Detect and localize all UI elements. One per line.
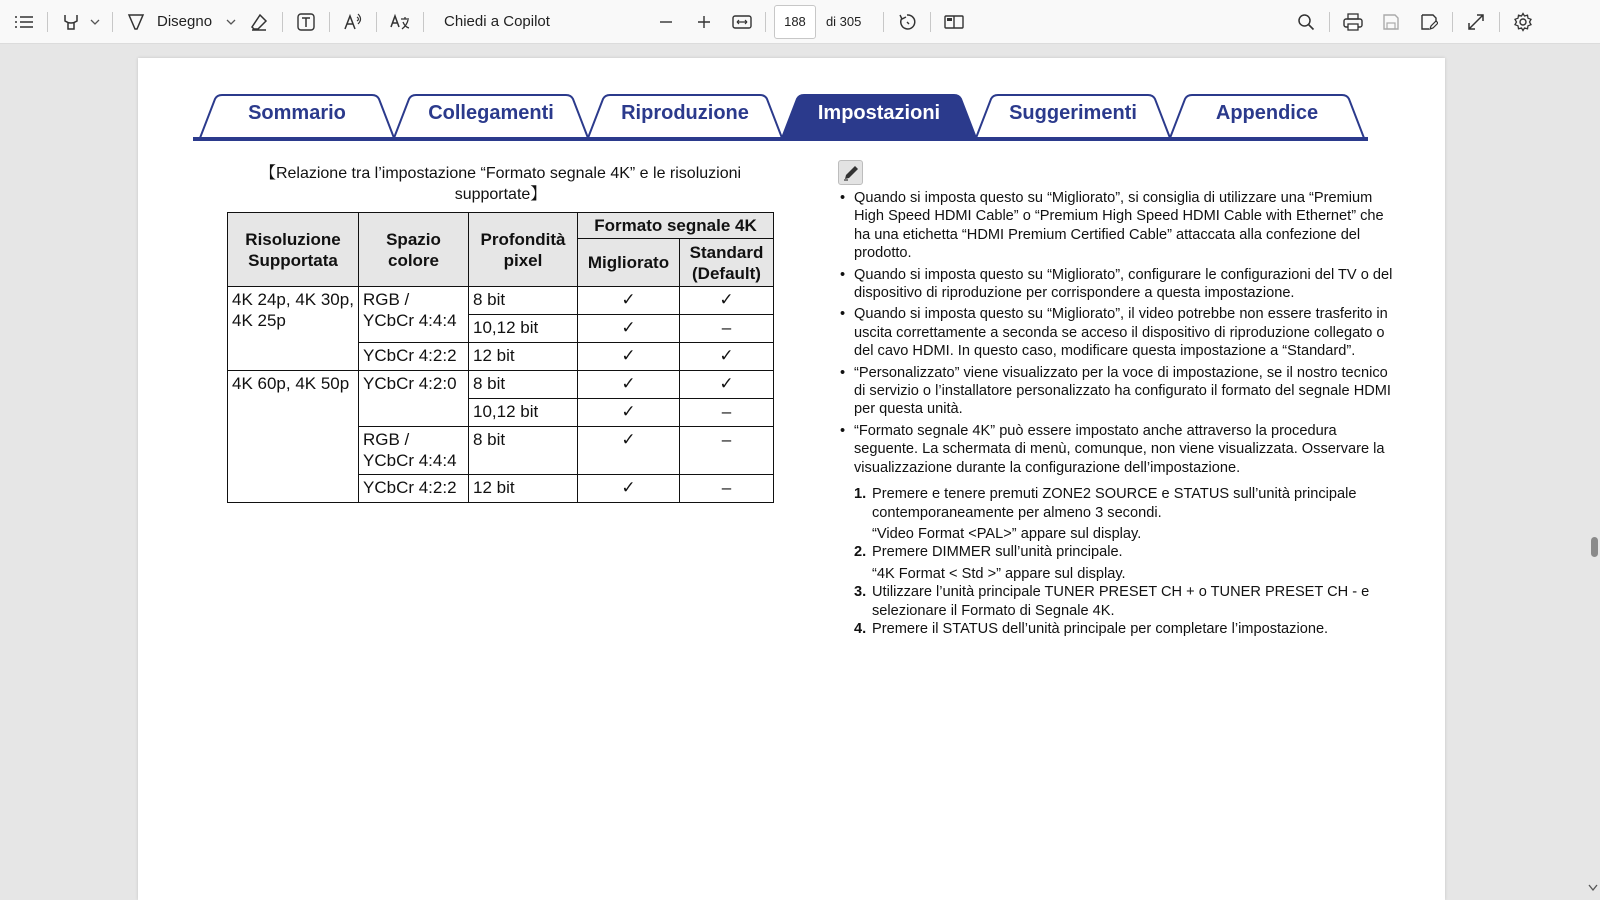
table-cell: 8 bit — [469, 287, 578, 315]
header-resolution: Risoluzione Supportata — [228, 213, 359, 287]
page-view-icon[interactable] — [939, 7, 969, 37]
scrollbar-thumb[interactable] — [1591, 537, 1598, 557]
header-format-group: Formato segnale 4K — [578, 213, 774, 239]
toolbar-divider — [1452, 12, 1453, 32]
fullscreen-icon[interactable] — [1461, 7, 1491, 37]
step-result: “4K Format < Std >” appare sul display. — [872, 565, 1126, 582]
page-number-input[interactable]: 188 — [774, 5, 816, 39]
fit-page-icon[interactable] — [727, 7, 757, 37]
step-item — [838, 583, 1393, 620]
check-mark: ✓ — [578, 315, 680, 343]
step-number: 3. — [854, 584, 867, 601]
table-cell: 12 bit — [469, 343, 578, 371]
text-box-icon[interactable] — [291, 7, 321, 37]
table-cell: 8 bit — [469, 371, 578, 399]
dash-mark: – — [680, 399, 774, 427]
note-item: • Quando si imposta questo su “Migliorato”, configurare le configurazioni del TV o del dispositivo di riproduzione per corrispondere a questa impostazione. — [838, 266, 1393, 303]
table-cell: YCbCr 4:2:2 — [359, 343, 469, 371]
toolbar-divider — [47, 12, 48, 32]
toolbar-divider — [282, 12, 283, 32]
resolution-table — [227, 212, 774, 503]
tab-impostazioni[interactable]: Impostazioni — [817, 102, 941, 124]
table-cell: YCbCr 4:2:2 — [359, 475, 469, 503]
translate-icon[interactable] — [385, 7, 415, 37]
check-mark: ✓ — [680, 343, 774, 371]
tab-collegamenti[interactable]: Collegamenti — [428, 102, 554, 124]
step-text: Premere il STATUS dell’unità principale per completare l’impostazione. — [872, 620, 1329, 637]
check-mark: ✓ — [680, 287, 774, 315]
step-text: Premere e tenere premuti ZONE2 SOURCE e STATUS sull’unità principale contemporaneamente per almeno 3 secondi. — [872, 486, 1357, 521]
step-item — [838, 543, 1393, 583]
note-item: • Quando si imposta questo su “Migliorato”, il video potrebbe non essere trasferito in uscita correttamente a seconda se acceso il dispositivo di riproduzione collegato o del cavo HDMI. In questo caso, modificare questa impostazione a “Standard”. — [838, 305, 1393, 360]
step-text: Premere DIMMER sull’unità principale. — [872, 544, 1123, 561]
section-tabs — [193, 94, 1383, 142]
draw-chevron-down-icon[interactable] — [218, 6, 244, 38]
tab-suggerimenti[interactable]: Suggerimenti — [1009, 102, 1137, 124]
settings-gear-icon[interactable] — [1508, 7, 1538, 37]
toolbar-divider — [765, 12, 766, 32]
step-item — [838, 485, 1393, 543]
save-icon — [1376, 7, 1406, 37]
page-total: di 305 — [825, 14, 862, 29]
table-caption: 【Relazione tra l’impostazione “Formato segnale 4K” e le risoluzioni supportate】 — [259, 165, 742, 203]
note-item: • Quando si imposta questo su “Migliorato”, si consiglia di utilizzare una “Premium High Speed HDMI Cable” o “Premium High Speed HDMI Cable with Ethernet” che ha una etichetta “HDMI Premium Certified Cable” attaccata alla confezione del prodotto. — [838, 189, 1393, 263]
zoom-in-icon[interactable] — [689, 7, 719, 37]
header-enhanced: Migliorato — [578, 239, 680, 287]
step-text: Utilizzare l’unità principale TUNER PRESET CH + o TUNER PRESET CH - e selezionare il Formato di Segnale 4K. — [872, 584, 1370, 619]
table-cell: RGB / YCbCr 4:4:4 — [359, 287, 469, 343]
table-cell: 4K 24p, 4K 30p, 4K 25p — [228, 287, 359, 371]
step-number: 2. — [854, 544, 867, 561]
table-cell: 10,12 bit — [469, 315, 578, 343]
search-icon[interactable] — [1291, 7, 1321, 37]
read-aloud-icon[interactable] — [338, 7, 368, 37]
contents-icon[interactable] — [9, 7, 39, 37]
dash-mark: – — [680, 315, 774, 343]
dash-mark: – — [680, 475, 774, 503]
check-mark: ✓ — [578, 475, 680, 503]
dash-mark: – — [680, 427, 774, 475]
table-cell: YCbCr 4:2:0 — [359, 371, 469, 427]
table-cell: RGB / YCbCr 4:4:4 — [359, 427, 469, 475]
rotate-icon[interactable] — [892, 7, 922, 37]
step-item — [838, 620, 1393, 638]
table-cell: 4K 60p, 4K 50p — [228, 371, 359, 503]
toolbar-divider — [329, 12, 330, 32]
table-cell: 10,12 bit — [469, 399, 578, 427]
tab-riproduzione[interactable]: Riproduzione — [621, 102, 749, 124]
check-mark: ✓ — [578, 371, 680, 399]
header-standard: Standard (Default) — [680, 239, 774, 287]
tab-sommario[interactable]: Sommario — [248, 102, 346, 124]
check-mark: ✓ — [578, 399, 680, 427]
check-mark: ✓ — [578, 343, 680, 371]
toolbar-divider — [376, 12, 377, 32]
step-number: 1. — [854, 486, 867, 503]
save-as-icon[interactable] — [1414, 7, 1444, 37]
note-pencil-icon — [838, 160, 863, 185]
procedure-steps — [838, 485, 1393, 638]
note-item: • “Formato segnale 4K” può essere impostato anche attraverso la procedura seguente. La schermata di menù, comunque, non viene visualizzata. Osservare la visualizzazione durante la configurazione dell’impostazione. — [838, 422, 1393, 477]
ask-copilot-button[interactable]: Chiedi a Copilot — [444, 13, 550, 30]
tab-appendice[interactable]: Appendice — [1215, 102, 1319, 124]
table-cell: 12 bit — [469, 475, 578, 503]
pdf-toolbar — [0, 0, 1600, 44]
draw-pen-icon[interactable] — [121, 7, 151, 37]
scroll-down-arrow-icon[interactable] — [1588, 884, 1600, 896]
toolbar-divider — [1499, 12, 1500, 32]
toolbar-divider — [423, 12, 424, 32]
notes-section — [838, 189, 1393, 638]
note-item: • “Personalizzato” viene visualizzato per la voce di impostazione, se il nostro tecnico di servizio o l’installatore personalizzato ha configurato il formato del segnale HDMI per questa unità. — [838, 364, 1393, 419]
toolbar-divider — [883, 12, 884, 32]
toolbar-divider — [930, 12, 931, 32]
check-mark: ✓ — [680, 371, 774, 399]
toolbar-divider — [1329, 12, 1330, 32]
eraser-icon[interactable] — [244, 7, 274, 37]
header-pixel-depth: Profondità pixel — [469, 213, 578, 287]
step-result: “Video Format <PAL>” appare sul display. — [872, 525, 1142, 542]
table-cell: 8 bit — [469, 427, 578, 475]
highlight-chevron-down-icon[interactable] — [86, 6, 104, 38]
check-mark: ✓ — [578, 287, 680, 315]
toolbar-divider — [112, 12, 113, 32]
print-icon[interactable] — [1338, 7, 1368, 37]
step-number: 4. — [854, 620, 867, 637]
highlight-icon[interactable] — [56, 7, 86, 37]
pdf-page — [138, 58, 1445, 900]
header-color-space: Spazio colore — [359, 213, 469, 287]
zoom-out-icon[interactable] — [651, 7, 681, 37]
check-mark: ✓ — [578, 427, 680, 475]
draw-button[interactable]: Disegno — [157, 13, 213, 30]
